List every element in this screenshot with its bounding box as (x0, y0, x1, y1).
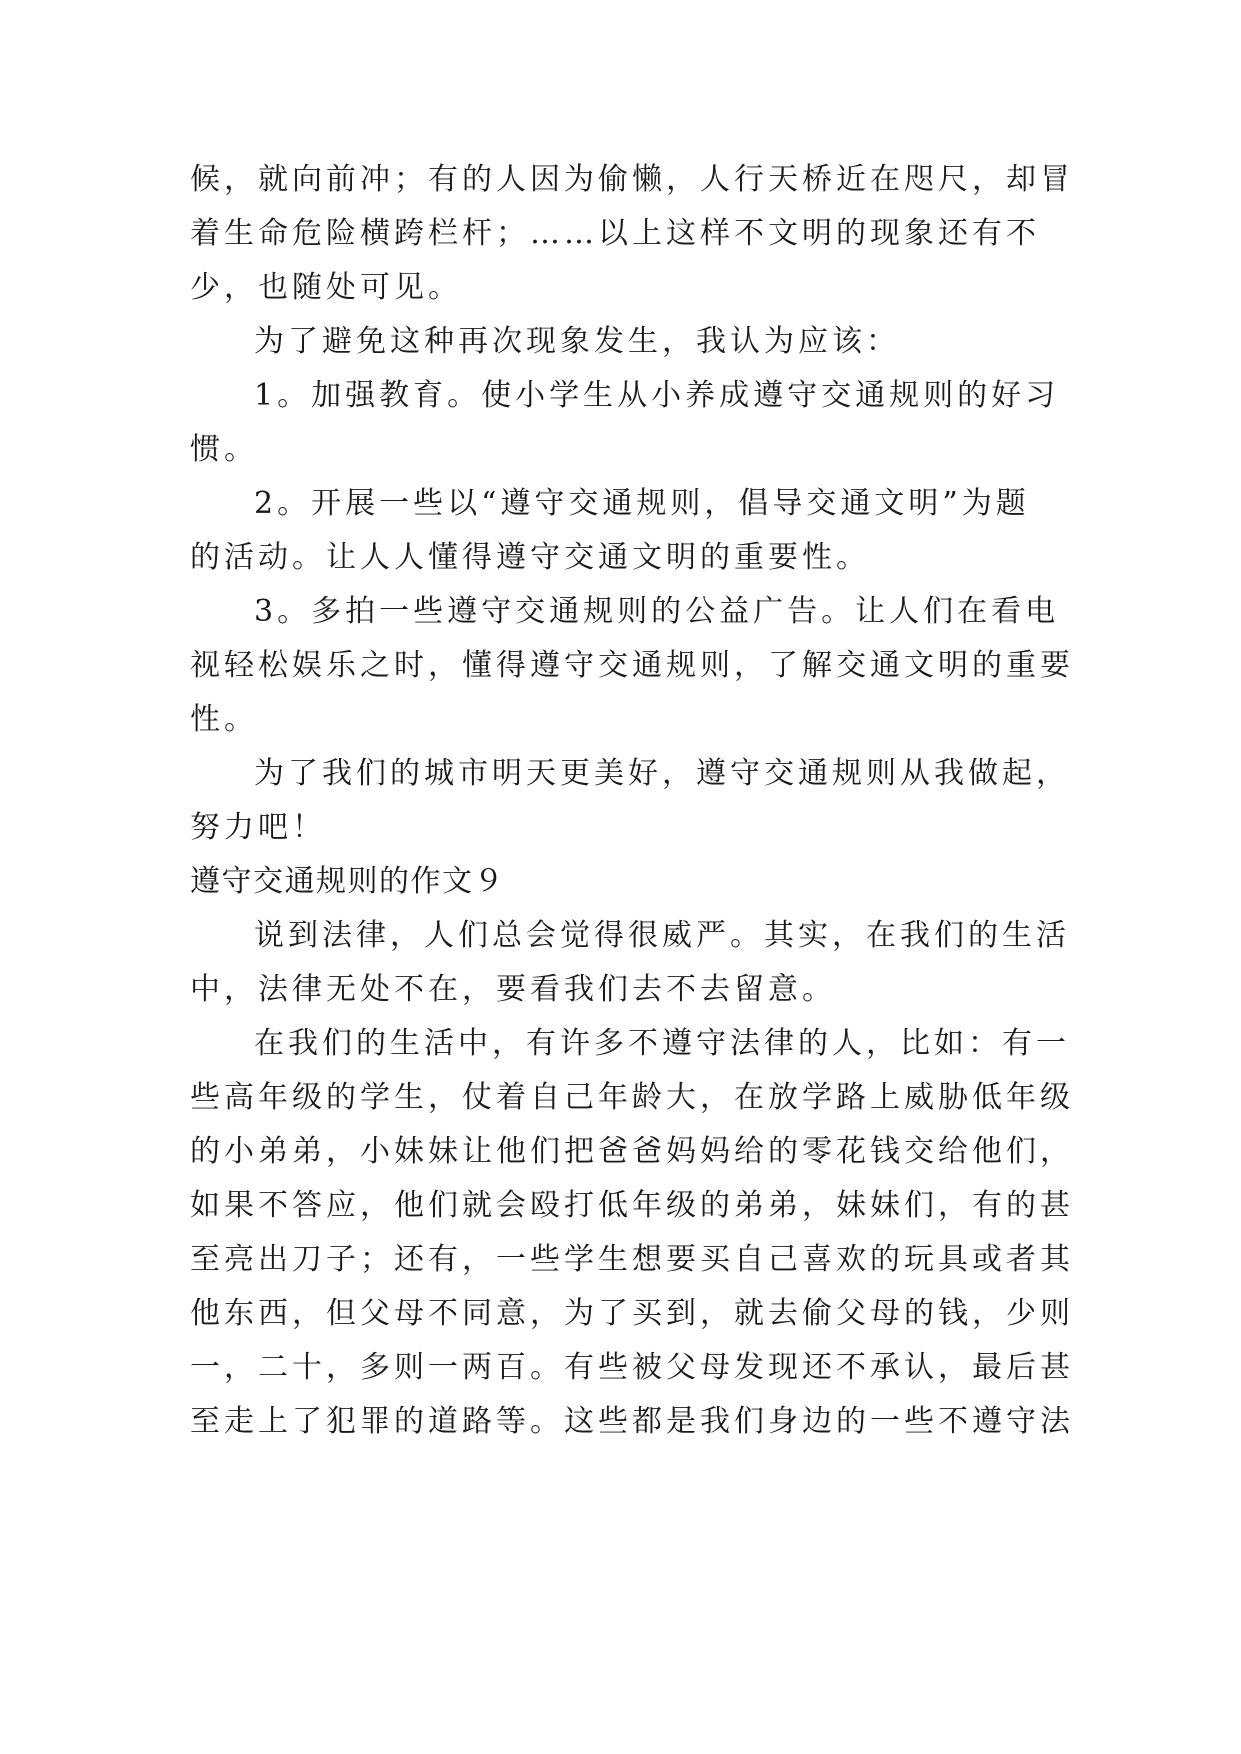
body-line: 努力吧！ (190, 810, 326, 845)
body-line: 至走上了犯罪的道路等。这些都是我们身边的一些不遵守法 (190, 1404, 1074, 1439)
body-line: 如果不答应，他们就会殴打低年级的弟弟，妹妹们，有的甚 (190, 1188, 1074, 1223)
body-line: 至亮出刀子；还有，一些学生想要买自己喜欢的玩具或者其 (190, 1242, 1074, 1277)
body-line: 中，法律无处不在，要看我们去不去留意。 (190, 972, 836, 1007)
body-line: 些高年级的学生，仗着自己年龄大，在放学路上威胁低年级 (190, 1080, 1074, 1115)
body-line: 着生命危险横跨栏杆；……以上这样不文明的现象还有不 (190, 216, 1040, 251)
body-line: 他东西，但父母不同意，为了买到，就去偷父母的钱，少则 (190, 1296, 1074, 1331)
body-line: 的活动。让人人懂得遵守交通文明的重要性。 (190, 540, 870, 575)
body-line: 惯。 (190, 432, 258, 467)
body-line: 视轻松娱乐之时，懂得遵守交通规则，了解交通文明的重要 (190, 648, 1074, 683)
body-line: 的小弟弟，小妹妹让他们把爸爸妈妈给的零花钱交给他们， (190, 1134, 1074, 1169)
body-line: 说到法律，人们总会觉得很威严。其实，在我们的生活 (254, 918, 1070, 953)
body-line: 为了我们的城市明天更美好，遵守交通规则从我做起， (254, 756, 1070, 791)
list-item-2: 2。开展一些以“遵守交通规则，倡导交通文明”为题 (254, 486, 1030, 521)
body-line: 为了避免这种再次现象发生，我认为应该： (254, 324, 900, 359)
body-line: 性。 (190, 702, 258, 737)
body-line: 在我们的生活中，有许多不遵守法律的人，比如：有一 (254, 1026, 1070, 1061)
body-line: 一，二十，多则一两百。有些被父母发现还不承认，最后甚 (190, 1350, 1074, 1385)
list-item-1: 1。加强教育。使小学生从小养成遵守交通规则的好习 (254, 378, 1060, 413)
list-item-3: 3。多拍一些遵守交通规则的公益广告。让人们在看电 (254, 594, 1060, 629)
body-line: 候，就向前冲；有的人因为偷懒，人行天桥近在咫尺，却冒 (190, 162, 1074, 197)
section-heading: 遵守交通规则的作文９ (190, 864, 505, 899)
body-line: 少，也随处可见。 (190, 270, 462, 305)
